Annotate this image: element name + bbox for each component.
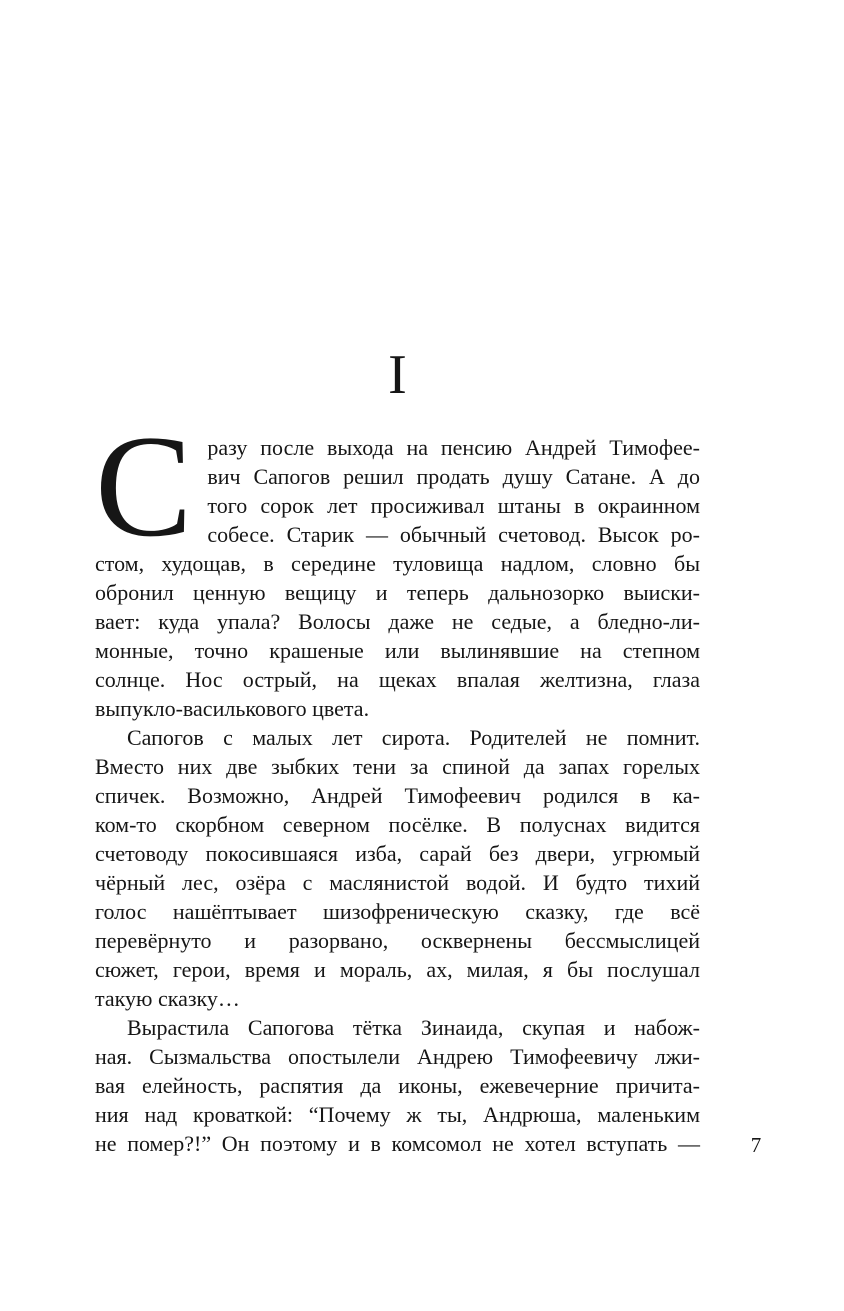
text-line: обронил ценную вещицу и теперь дальнозорко выиски- [95,580,700,605]
text-line: Вырастила Сапогова тётка Зинаида, скупая и набож- [127,1015,700,1040]
page-number: 7 [750,1133,762,1157]
text-line: стом, худощав, в середине туловища надлом, словно бы [95,551,700,576]
text-line: спичек. Возможно, Андрей Тимофеевич родился в ка- [95,783,700,808]
text-line: Вместо них две зыбких тени за спиной да запах горелых [95,754,700,779]
text-line: такую сказку… [95,986,240,1011]
text-line: не помер?!” Он поэтому и в комсомол не хотел вступать — [95,1131,700,1156]
text-line: вает: куда упала? Волосы даже не седые, а бледно-ли- [95,609,700,634]
text-line: вая елейность, распятия да иконы, ежевечерние причита- [95,1073,700,1098]
body-text [95,405,700,1158]
text-line: Сапогов с малых лет сирота. Родителей не помнит. [127,725,700,750]
text-line: монные, точно крашеные или вылинявшие на степном [95,638,700,663]
text-line: ком-то скорбном северном посёлке. В полуснах видится [95,812,700,837]
text-line: разу после выхода на пенсию Андрей Тимофее- [207,435,700,460]
text-line: того сорок лет просиживал штаны в окраинном [207,493,700,518]
text-line: собесе. Старик — обычный счетовод. Высок ро- [207,522,700,547]
text-line: чёрный лес, озёра с маслянистой водой. И будто тихий [95,870,700,895]
text-line: ния над кроваткой: “Почему ж ты, Андрюша, маленьким [95,1102,700,1127]
text-line: счетоводу покосившаяся изба, сарай без двери, угрюмый [95,841,700,866]
text-line: солнце. Нос острый, на щеках впалая желтизна, глаза [95,667,700,692]
text-line: ная. Сызмальства опостылели Андрею Тимофеевичу лжи- [95,1044,700,1069]
text-line: выпукло-василькового цвета. [95,696,370,721]
text-line: голос нашёптывает шизофреническую сказку, где всё [95,899,700,924]
drop-cap: С [95,405,193,567]
text-line: вич Сапогов решил продать душу Сатане. А до [207,464,700,489]
chapter-heading: I [388,344,407,406]
text-line: сюжет, герои, время и мораль, ах, милая, я бы послушал [95,957,700,982]
text-line: перевёрнуто и разорвано, осквернены бессмыслицей [95,928,700,953]
